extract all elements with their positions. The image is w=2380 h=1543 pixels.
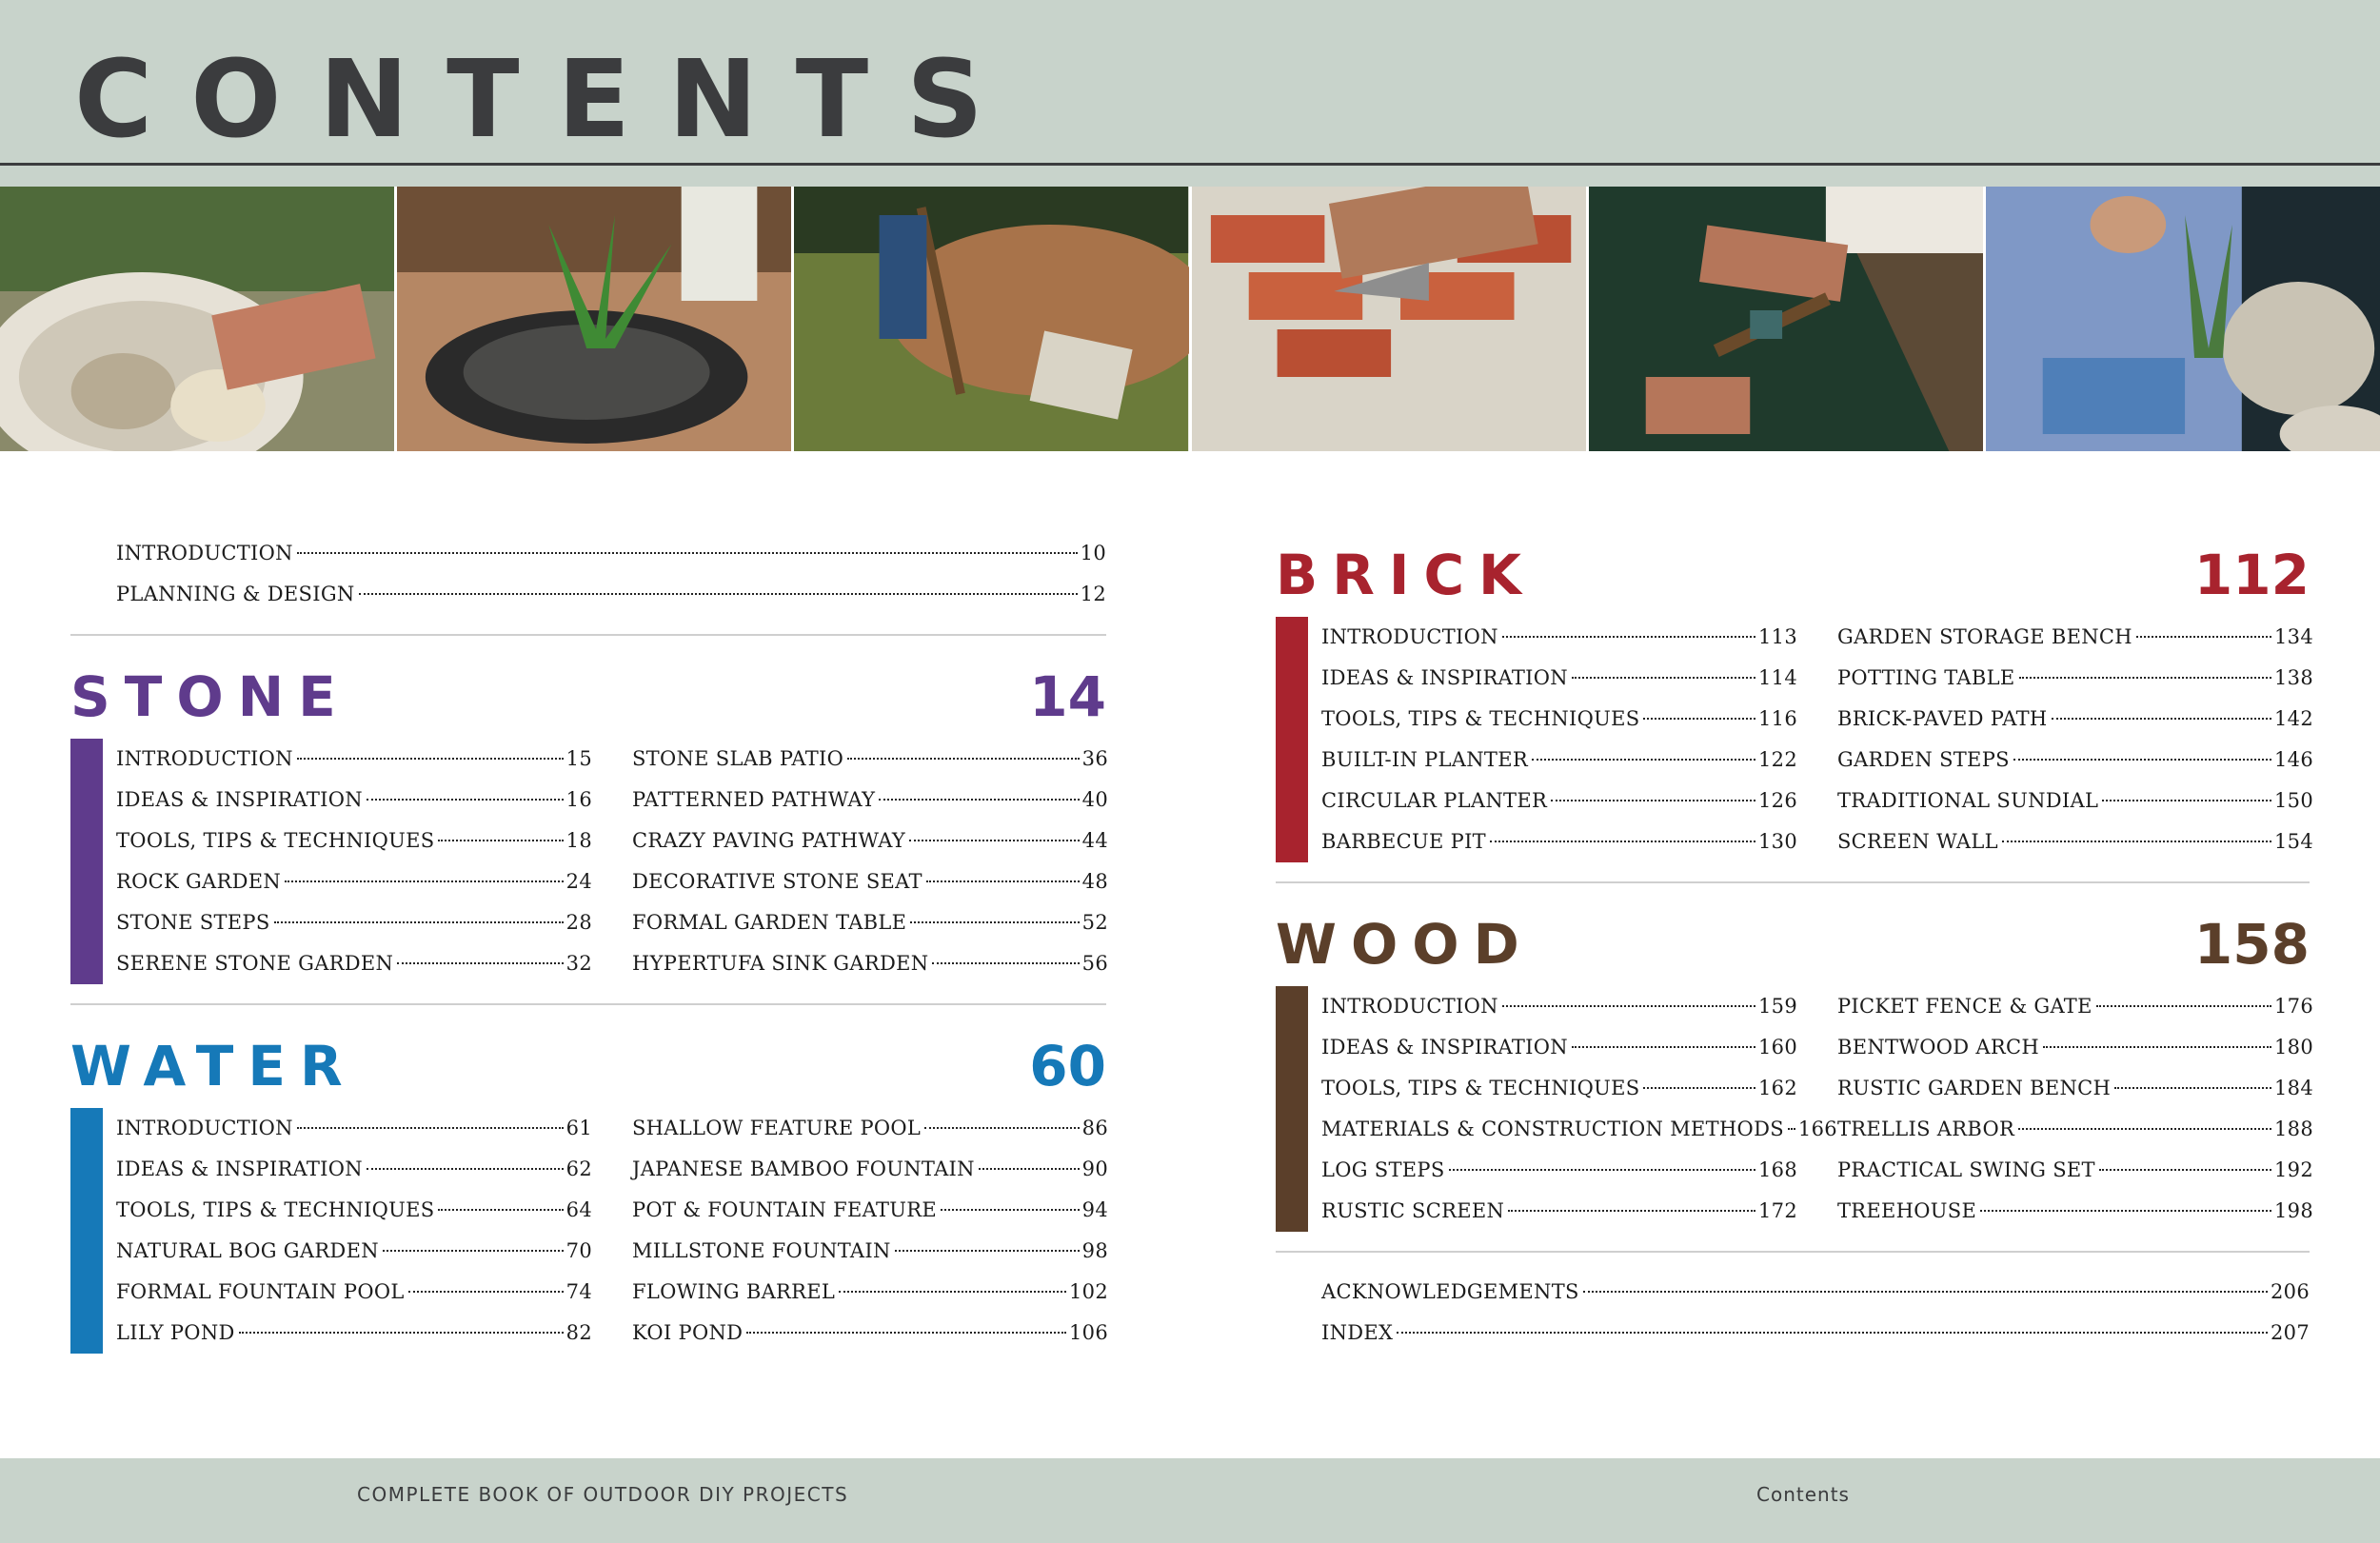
toc-entry-label: SCREEN WALL: [1837, 830, 1998, 853]
toc-entry[interactable]: [116, 1190, 592, 1231]
toc-entry-label: INTRODUCTION: [1321, 625, 1498, 648]
dot-leader: [2013, 759, 2271, 761]
toc-entry-page: 106: [1069, 1321, 1108, 1344]
dot-leader: [383, 1250, 564, 1252]
toc-entry-page: 52: [1081, 911, 1108, 934]
toc-entry-page: 134: [2274, 625, 2313, 648]
toc-entry-page: 90: [1081, 1157, 1108, 1180]
toc-entry[interactable]: [632, 902, 1108, 943]
toc-entry-label: TOOLS, TIPS & TECHNIQUES: [1321, 1077, 1640, 1099]
dot-leader: [274, 921, 564, 923]
section-title: BRICK: [1276, 543, 1536, 607]
toc-entry[interactable]: [116, 574, 1106, 615]
section-color-bar: [1276, 617, 1308, 862]
toc-entry[interactable]: [1837, 1191, 2313, 1232]
toc-entry[interactable]: [1321, 658, 1797, 699]
toc-entry[interactable]: [116, 1149, 592, 1190]
toc-entry[interactable]: [1321, 617, 1797, 658]
toc-entry-page: 142: [2274, 707, 2313, 730]
dot-leader: [1532, 759, 1755, 761]
divider: [70, 1003, 1106, 1005]
toc-entry-label: STONE SLAB PATIO: [632, 747, 844, 770]
toc-entry-page: 82: [565, 1321, 592, 1344]
section-water: [70, 1024, 1106, 1354]
toc-entry-label: SHALLOW FEATURE POOL: [632, 1117, 922, 1139]
dot-leader: [895, 1250, 1080, 1252]
header-band: [0, 0, 2380, 187]
dot-leader: [839, 1291, 1066, 1293]
section-page-number: 60: [1029, 1034, 1106, 1098]
toc-entry[interactable]: [1837, 781, 2313, 821]
toc-entry[interactable]: [116, 739, 592, 780]
left-page: [70, 533, 1106, 1354]
toc-entry-page: 206: [2271, 1280, 2310, 1303]
dot-leader: [941, 1209, 1080, 1211]
divider: [1276, 881, 2310, 883]
dot-leader: [1397, 1332, 2268, 1334]
dot-leader: [2043, 1046, 2271, 1048]
toc-entry-label: POTTING TABLE: [1837, 666, 2015, 689]
toc-entry-label: POT & FOUNTAIN FEATURE: [632, 1198, 937, 1221]
rockery-pond-photo: [1986, 187, 2380, 451]
toc-entry-page: 122: [1758, 748, 1797, 771]
toc-entry-label: BUILT-IN PLANTER: [1321, 748, 1528, 771]
toc-entry-page: 74: [565, 1280, 592, 1303]
entries-column-right: [632, 739, 1108, 984]
toc-entry-page: 172: [1758, 1199, 1797, 1222]
toc-entry[interactable]: [632, 1149, 1108, 1190]
toc-entry-page: 116: [1758, 707, 1797, 730]
toc-entry-page: 176: [2274, 995, 2313, 1018]
toc-entry[interactable]: [1321, 740, 1797, 781]
section-header: [70, 655, 1106, 739]
toc-entry-label: FORMAL GARDEN TABLE: [632, 911, 907, 934]
toc-entry-label: CIRCULAR PLANTER: [1321, 789, 1548, 812]
toc-entry-page: 180: [2274, 1036, 2313, 1058]
back-matter-list: [1321, 1272, 2310, 1354]
toc-entry-page: 154: [2274, 830, 2313, 853]
dot-leader: [2114, 1087, 2271, 1089]
dot-leader: [979, 1168, 1080, 1170]
dot-leader: [1643, 718, 1755, 720]
toc-entry[interactable]: [1837, 1027, 2313, 1068]
dot-leader: [285, 880, 564, 882]
toc-entry-label: INTRODUCTION: [116, 542, 293, 564]
section-title: WOOD: [1276, 912, 1534, 977]
toc-entry-page: 198: [2274, 1199, 2313, 1222]
toc-entry-label: PATTERNED PATHWAY: [632, 788, 876, 811]
toc-entry-label: ACKNOWLEDGEMENTS: [1321, 1280, 1579, 1303]
toc-entry-page: 48: [1081, 870, 1108, 893]
toc-entry-label: BENTWOOD ARCH: [1837, 1036, 2039, 1058]
toc-entry[interactable]: [1321, 1191, 1797, 1232]
toc-entry-page: 70: [565, 1239, 592, 1262]
toc-entry-page: 86: [1081, 1117, 1108, 1139]
dot-leader: [1583, 1291, 2268, 1293]
footer-book-title: COMPLETE BOOK OF OUTDOOR DIY PROJECTS: [357, 1483, 849, 1506]
toc-entry[interactable]: [1837, 821, 2313, 862]
toc-entry-label: INTRODUCTION: [116, 747, 293, 770]
dot-leader: [397, 962, 563, 964]
toc-entry[interactable]: [632, 739, 1108, 780]
dot-leader: [847, 758, 1080, 760]
section-header: [1276, 902, 2310, 986]
dot-leader: [926, 880, 1080, 882]
toc-entry-label: TOOLS, TIPS & TECHNIQUES: [116, 1198, 435, 1221]
dot-leader: [1788, 1128, 1795, 1130]
toc-entry-page: 24: [565, 870, 592, 893]
toc-entry[interactable]: [1321, 781, 1797, 821]
toc-entry[interactable]: [632, 861, 1108, 902]
section-stone: [70, 655, 1106, 984]
toc-entry[interactable]: [1321, 699, 1797, 740]
toc-entry-label: PLANNING & DESIGN: [116, 583, 355, 605]
toc-entry[interactable]: [116, 1313, 592, 1354]
divider: [70, 634, 1106, 636]
front-matter-list: [116, 533, 1106, 615]
section-title: WATER: [70, 1034, 357, 1098]
toc-entry-page: 162: [1758, 1077, 1797, 1099]
toc-entry-page: 207: [2271, 1321, 2310, 1344]
toc-entry-page: 10: [1080, 542, 1106, 564]
section-color-bar: [1276, 986, 1308, 1232]
entries-column-right: [1837, 617, 2313, 862]
toc-entry-label: INTRODUCTION: [116, 1117, 293, 1139]
toc-entry-label: FORMAL FOUNTAIN POOL: [116, 1280, 405, 1303]
toc-entry-page: 15: [565, 747, 592, 770]
toc-entry-label: DECORATIVE STONE SEAT: [632, 870, 922, 893]
dot-leader: [909, 840, 1080, 841]
toc-entry[interactable]: [1321, 1150, 1797, 1191]
entries-column-left: [116, 739, 592, 984]
right-page: [1276, 533, 2313, 1354]
dot-leader: [910, 921, 1079, 923]
dot-leader: [1449, 1169, 1755, 1171]
hammer-liner-photo: [1589, 187, 1986, 451]
toc-entry-page: 61: [565, 1117, 592, 1139]
toc-entry-label: LOG STEPS: [1321, 1158, 1445, 1181]
toc-entry[interactable]: [1321, 986, 1797, 1027]
toc-entry[interactable]: [632, 943, 1108, 984]
toc-entry[interactable]: [116, 821, 592, 861]
toc-entry[interactable]: [116, 1231, 592, 1272]
toc-entry-page: 12: [1080, 583, 1106, 605]
digging-pond-photo: [794, 187, 1191, 451]
section-page-number: 112: [2193, 543, 2310, 607]
dot-leader: [2096, 1005, 2271, 1007]
toc-entry-page: 94: [1081, 1198, 1108, 1221]
toc-entry-page: 130: [1758, 830, 1797, 853]
toc-entry[interactable]: [1321, 1027, 1797, 1068]
toc-entry-label: SERENE STONE GARDEN: [116, 952, 394, 975]
toc-entry-label: BARBECUE PIT: [1321, 830, 1486, 853]
toc-entry[interactable]: [1321, 821, 1797, 862]
pond-planting-photo: [397, 187, 794, 451]
toc-entry[interactable]: [632, 1190, 1108, 1231]
entries-column-right: [1837, 986, 2313, 1232]
photo-strip: [0, 187, 2380, 451]
toc-entry-label: MILLSTONE FOUNTAIN: [632, 1239, 891, 1262]
dot-leader: [297, 758, 564, 760]
toc-entry-label: GARDEN STORAGE BENCH: [1837, 625, 2132, 648]
entries-column-left: [116, 1108, 592, 1354]
section-wood: [1276, 902, 2313, 1232]
dot-leader: [1643, 1087, 1755, 1089]
toc-entry-label: JAPANESE BAMBOO FOUNTAIN: [632, 1157, 975, 1180]
toc-entry-page: 28: [565, 911, 592, 934]
section-title: STONE: [70, 664, 350, 729]
toc-entry-page: 184: [2274, 1077, 2313, 1099]
toc-entry-label: MATERIALS & CONSTRUCTION METHODS: [1321, 1118, 1784, 1140]
dot-leader: [2136, 636, 2271, 638]
toc-entry[interactable]: [116, 1108, 592, 1149]
dot-leader: [359, 593, 1078, 595]
toc-entry-label: KOI POND: [632, 1321, 744, 1344]
toc-entry[interactable]: [116, 533, 1106, 574]
toc-entry-label: RUSTIC SCREEN: [1321, 1199, 1505, 1222]
dot-leader: [239, 1332, 564, 1334]
footer-band: [0, 1458, 2380, 1543]
dot-leader: [1980, 1210, 2271, 1212]
dot-leader: [2052, 718, 2271, 720]
dot-leader: [367, 799, 564, 801]
toc-entry[interactable]: [1321, 1272, 2310, 1313]
section-page-number: 158: [2193, 912, 2310, 977]
toc-entry[interactable]: [632, 1313, 1108, 1354]
toc-entry-page: 64: [565, 1198, 592, 1221]
dot-leader: [297, 1127, 564, 1129]
toc-entry[interactable]: [116, 902, 592, 943]
toc-entry-label: IDEAS & INSPIRATION: [116, 1157, 363, 1180]
divider: [1276, 1251, 2310, 1253]
section-header: [1276, 533, 2310, 617]
toc-entry[interactable]: [1837, 699, 2313, 740]
dot-leader: [2002, 841, 2271, 842]
entries-column-right: [632, 1108, 1108, 1354]
dot-leader: [746, 1332, 1066, 1334]
toc-entry-label: RUSTIC GARDEN BENCH: [1837, 1077, 2112, 1099]
dot-leader: [1508, 1210, 1755, 1212]
toc-entry[interactable]: [1837, 986, 2313, 1027]
dot-leader: [1502, 636, 1755, 638]
toc-entry[interactable]: [1837, 1150, 2313, 1191]
toc-entry-page: 192: [2274, 1158, 2313, 1181]
toc-entry-page: 16: [565, 788, 592, 811]
toc-entry[interactable]: [632, 1108, 1108, 1149]
toc-entry-page: 32: [565, 952, 592, 975]
toc-entry-label: STONE STEPS: [116, 911, 270, 934]
toc-entry-page: 159: [1758, 995, 1797, 1018]
section-brick: [1276, 533, 2313, 862]
section-header: [70, 1024, 1106, 1108]
toc-entry[interactable]: [116, 861, 592, 902]
dot-leader: [1490, 841, 1755, 842]
toc-entry-label: IDEAS & INSPIRATION: [1321, 666, 1568, 689]
toc-entry[interactable]: [116, 780, 592, 821]
toc-entry-page: 138: [2274, 666, 2313, 689]
toc-entry-label: IDEAS & INSPIRATION: [116, 788, 363, 811]
toc-entry-label: HYPERTUFA SINK GARDEN: [632, 952, 929, 975]
dot-leader: [297, 552, 1078, 554]
toc-entry-label: NATURAL BOG GARDEN: [116, 1239, 379, 1262]
toc-entry-page: 114: [1758, 666, 1797, 689]
toc-entry-label: TOOLS, TIPS & TECHNIQUES: [116, 829, 435, 852]
toc-entry[interactable]: [1837, 617, 2313, 658]
toc-entry[interactable]: [632, 1231, 1108, 1272]
toc-entry-page: 166: [1797, 1118, 1837, 1140]
header-rule: [0, 163, 2380, 166]
toc-entry[interactable]: [1321, 1313, 2310, 1354]
footer-section-name: Contents: [1756, 1483, 1850, 1506]
toc-entry-page: 40: [1081, 788, 1108, 811]
dot-leader: [1551, 800, 1755, 801]
toc-entry-page: 126: [1758, 789, 1797, 812]
toc-entry-page: 188: [2274, 1118, 2313, 1140]
dot-leader: [932, 962, 1079, 964]
bricklaying-photo: [1192, 187, 1589, 451]
dot-leader: [2018, 1128, 2271, 1130]
toc-entry-page: 56: [1081, 952, 1108, 975]
entries-column-left: [1321, 986, 1837, 1232]
dot-leader: [2099, 1169, 2271, 1171]
toc-entry-label: FLOWING BARREL: [632, 1280, 836, 1303]
entries-column-left: [1321, 617, 1797, 862]
section-page-number: 14: [1029, 664, 1106, 729]
toc-entry-label: PICKET FENCE & GATE: [1837, 995, 2092, 1018]
dot-leader: [2102, 800, 2271, 801]
toc-entry-label: GARDEN STEPS: [1837, 748, 2010, 771]
dot-leader: [367, 1168, 564, 1170]
toc-entry-page: 146: [2274, 748, 2313, 771]
toc-entry[interactable]: [632, 780, 1108, 821]
toc-entry[interactable]: [1321, 1109, 1837, 1150]
toc-entry-label: TRELLIS ARBOR: [1837, 1118, 2015, 1140]
dot-leader: [1572, 1046, 1755, 1048]
toc-entry[interactable]: [632, 1272, 1108, 1313]
toc-entry-page: 168: [1758, 1158, 1797, 1181]
toc-entry-label: TRADITIONAL SUNDIAL: [1837, 789, 2099, 812]
dot-leader: [924, 1127, 1079, 1129]
toc-entry[interactable]: [1837, 658, 2313, 699]
dot-leader: [438, 1209, 563, 1211]
page-title: CONTENTS: [74, 38, 1021, 162]
toc-entry-label: ROCK GARDEN: [116, 870, 282, 893]
toc-entry-page: 113: [1758, 625, 1797, 648]
dot-leader: [438, 840, 563, 841]
toc-entry-label: TOOLS, TIPS & TECHNIQUES: [1321, 707, 1640, 730]
toc-entry-page: 36: [1081, 747, 1108, 770]
toc-entry[interactable]: [1837, 1068, 2313, 1109]
dot-leader: [408, 1291, 564, 1293]
toc-entry-page: 18: [565, 829, 592, 852]
toc-entry-page: 160: [1758, 1036, 1797, 1058]
section-color-bar: [70, 1108, 103, 1354]
toc-entry-label: LILY POND: [116, 1321, 235, 1344]
toc-entry-page: 44: [1081, 829, 1108, 852]
dot-leader: [2019, 677, 2272, 679]
dot-leader: [879, 799, 1079, 801]
toc-entry-label: PRACTICAL SWING SET: [1837, 1158, 2095, 1181]
toc-entry-page: 102: [1069, 1280, 1108, 1303]
toc-entry-label: INDEX: [1321, 1321, 1394, 1344]
toc-entry[interactable]: [1837, 1109, 2313, 1150]
toc-entry-label: IDEAS & INSPIRATION: [1321, 1036, 1568, 1058]
toc-entry[interactable]: [116, 943, 592, 984]
toc-entry-page: 150: [2274, 789, 2313, 812]
toc-entry-label: BRICK-PAVED PATH: [1837, 707, 2048, 730]
toc-entry[interactable]: [116, 1272, 592, 1313]
toc-entry-label: CRAZY PAVING PATHWAY: [632, 829, 906, 852]
section-color-bar: [70, 739, 103, 984]
toc-entry-page: 62: [565, 1157, 592, 1180]
dot-leader: [1572, 677, 1755, 679]
toc-entry-label: INTRODUCTION: [1321, 995, 1498, 1018]
toc-entry-page: 98: [1081, 1239, 1108, 1262]
dot-leader: [1502, 1005, 1755, 1007]
toc-entry[interactable]: [1321, 1068, 1797, 1109]
toc-entry-label: TREEHOUSE: [1837, 1199, 1977, 1222]
toc-entry[interactable]: [632, 821, 1108, 861]
toc-entry[interactable]: [1837, 740, 2313, 781]
stone-basin-photo: [0, 187, 397, 451]
